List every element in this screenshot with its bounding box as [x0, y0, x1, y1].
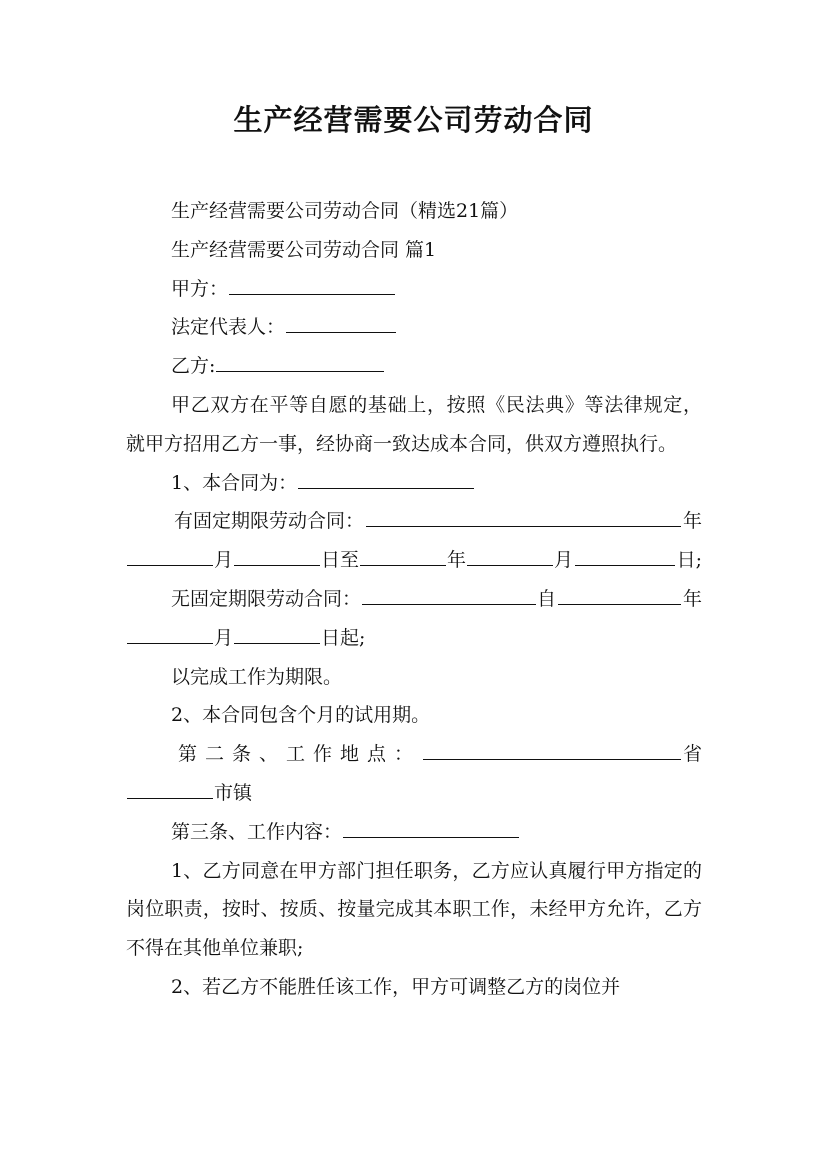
- article2-line: [126, 735, 702, 774]
- day-to-word: 日至: [321, 549, 360, 572]
- party-a-line: [126, 270, 702, 309]
- province-word: 省: [682, 743, 702, 766]
- item1-line: [126, 464, 702, 503]
- intro-paragraph: 甲乙双方在平等自愿的基础上，按照《民法典》等法律规定，就甲方招用乙方一事，经协商一致达成本合同，供双方遵照执行。: [126, 393, 702, 455]
- subtitle: 生产经营需要公司劳动合同（精选21篇）: [171, 200, 519, 222]
- legal-rep-label: 法定代表人：: [171, 316, 286, 339]
- end-day-blank: [575, 546, 675, 566]
- open-term-line: [126, 580, 702, 619]
- fixed-term-blank: [366, 507, 681, 527]
- party-b-label: 乙方:: [171, 355, 216, 378]
- start-month-word: 月: [214, 549, 234, 572]
- task-term-line: 以完成工作为期限。: [171, 665, 343, 688]
- open-month-blank: [127, 624, 213, 644]
- article3-line: [126, 813, 702, 852]
- party-a-blank: [229, 275, 395, 295]
- fixed-term-dates-line: [126, 541, 702, 580]
- open-term-label: 无固定期限劳动合同：: [171, 587, 362, 610]
- city-blank: [127, 779, 213, 799]
- start-month-blank: [127, 546, 213, 566]
- open-start-year-blank: [558, 585, 681, 605]
- legal-rep-line: [126, 308, 702, 347]
- article2-label: 第二条、工作地点：: [178, 743, 422, 766]
- fixed-term-year: 年: [682, 510, 702, 533]
- open-term-blank: [362, 585, 536, 605]
- probation-line: 2、本合同包含个月的试用期。: [171, 704, 431, 727]
- fixed-term-line: [126, 502, 702, 541]
- party-b-line: [126, 347, 702, 386]
- party-a-label: 甲方：: [171, 277, 229, 300]
- article3-blank: [343, 818, 519, 838]
- city-town-word: 市镇: [214, 781, 253, 804]
- open-day-blank: [234, 624, 320, 644]
- open-month-word: 月: [214, 626, 234, 649]
- day-start-word: 日起;: [321, 626, 366, 649]
- open-year-word: 年: [682, 587, 702, 610]
- fixed-term-label: 有固定期限劳动合同：: [174, 510, 365, 533]
- document-body: [126, 192, 702, 1007]
- city-line: [126, 774, 702, 813]
- from-word: 自: [537, 587, 557, 610]
- item1-blank: [298, 469, 474, 489]
- end-day-word: 日;: [676, 549, 702, 572]
- duty2-paragraph: 2、若乙方不能胜任该工作，甲方可调整乙方的岗位并: [171, 975, 621, 998]
- legal-rep-blank: [286, 313, 396, 333]
- section-heading: 生产经营需要公司劳动合同 篇1: [171, 238, 437, 261]
- end-year-blank: [360, 546, 446, 566]
- article3-label: 第三条、工作内容：: [171, 820, 343, 843]
- party-b-blank: [216, 352, 384, 372]
- start-day-blank: [234, 546, 320, 566]
- document-title: 生产经营需要公司劳动合同: [233, 103, 594, 137]
- open-term-dates-line: [126, 619, 702, 658]
- article2-blank: [423, 740, 681, 760]
- item1-label: 1、本合同为：: [171, 471, 298, 494]
- duty1-paragraph: 1、乙方同意在甲方部门担任职务，乙方应认真履行甲方指定的岗位职责，按时、按质、按量完成其本职工作，未经甲方允许，乙方不得在其他单位兼职;: [126, 859, 702, 960]
- end-month-blank: [467, 546, 553, 566]
- end-month-word: 月: [554, 549, 574, 572]
- end-year-word: 年: [447, 549, 467, 572]
